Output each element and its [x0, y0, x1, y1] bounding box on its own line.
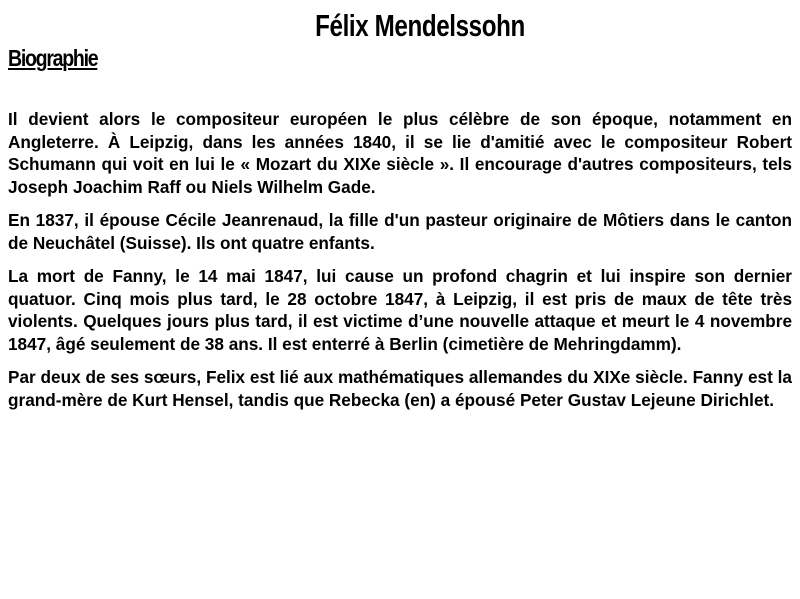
- body-text: [8, 108, 792, 422]
- paragraph: Par deux de ses sœurs, Felix est lié aux mathématiques allemandes du XIXe siècle. Fanny est la grand-mère de Kurt Hensel, tandis que Rebecka (en) a épousé Peter Gustav Lejeune Dirichlet.: [8, 367, 792, 410]
- paragraph: La mort de Fanny, le 14 mai 1847, lui cause un profond chagrin et lui inspire son dernier quatuor. Cinq mois plus tard, le 28 octobre 1847, à Leipzig, il est pris de maux de tête très violents. Quelques jours plus tard, il est victime d’une nouvelle attaque et meurt le 4 novembre 1847, âgé seulement de 38 ans. Il est enterré à Berlin (cimetière de Mehringdamm).: [8, 266, 792, 354]
- slide-title: Félix Mendelssohn: [315, 8, 525, 43]
- paragraph: En 1837, il épouse Cécile Jeanrenaud, la fille d'un pasteur originaire de Môtiers dans le canton de Neuchâtel (Suisse). Ils ont quatre enfants.: [8, 210, 792, 253]
- paragraph: Il devient alors le compositeur européen le plus célèbre de son époque, notamment en Angleterre. À Leipzig, dans les années 1840, il se lie d'amitié avec le compositeur Robert Schumann qui voit en lui le « Mozart du XIXe siècle ». Il encourage d'autres compositeurs, tels Joseph Joachim Raff ou Niels Wilhelm Gade.: [8, 109, 792, 197]
- section-heading: Biographie: [8, 45, 98, 71]
